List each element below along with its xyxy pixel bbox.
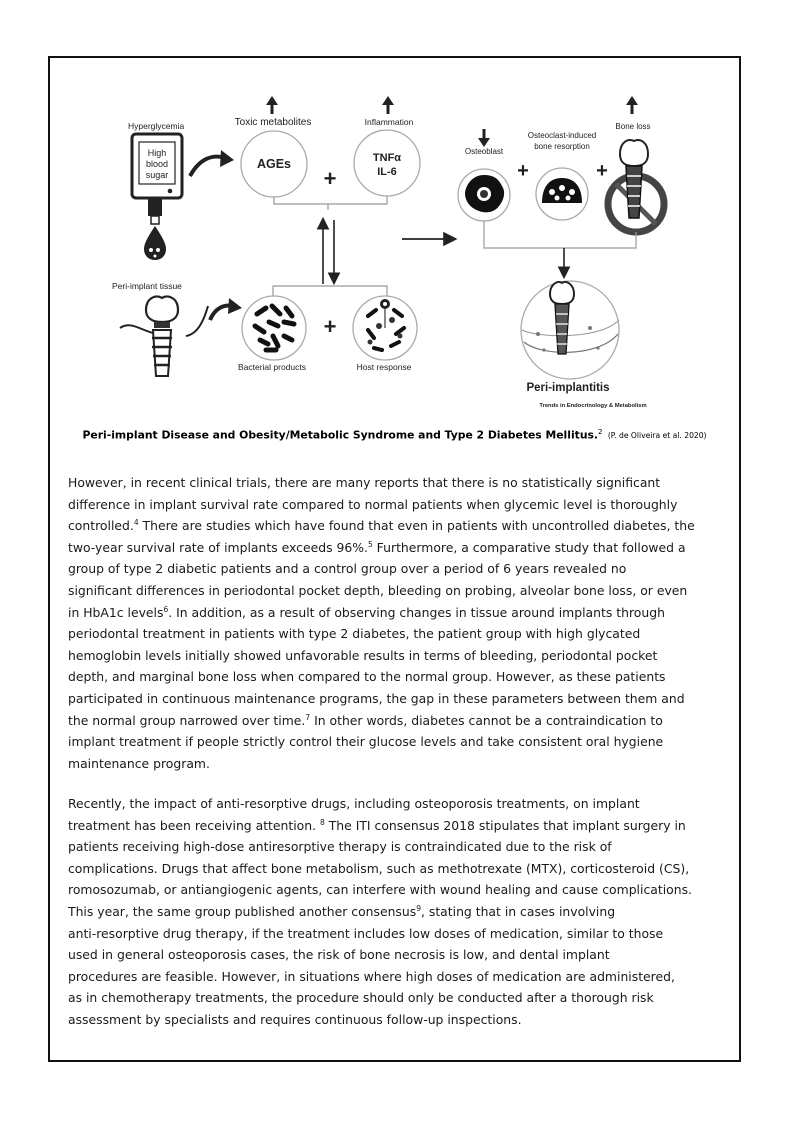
text-line: assessment by specialists and requires continuous follow-up inspections. [68,1011,522,1027]
figure-caption [52,428,737,441]
tnf-label: TNFα [372,152,402,164]
inflammation-label: Inflammation [364,117,414,127]
reference-number: 9 [416,903,421,913]
high-label: High [147,148,167,158]
text-line: used in general osteoporosis cases, the risk of bone necrosis is low, and dental implant [68,947,610,963]
pathway-figure [50,58,739,420]
tooth-crown-icon [620,140,648,166]
text-line: Recently, the impact of anti-resorptive drugs, including osteoporosis treatments, on implant [68,796,640,811]
text-line: patients receiving high-dose antiresorptive therapy is contraindicated due to the risk of [68,839,612,855]
text-line: However, in recent clinical trials, there are many reports that there is no statistically significant [68,475,661,490]
body-paragraph [68,472,727,774]
reference-number: 8 [320,817,325,827]
text-line: group of type 2 diabetic patients and a control group over a period of 6 years revealed no [68,561,627,577]
plus-sign: + [323,166,337,191]
osteoclast-label: Osteoclast-induced [527,131,597,140]
blood-label: blood [145,159,169,169]
reference-number: 6 [163,604,169,614]
bone-loss-label: Bone loss [615,122,651,131]
text-line: as in chemotherapy treatments, the procedure should only be conducted after a thorough risk [68,990,654,1006]
peri-implant-tissue-label: Peri-implant tissue [112,281,182,291]
text-line: two-year survival rate of implants exceeds 96%.$^5$ Furthermore, a comparative study that followed a [68,539,686,555]
host-response-label: Host response [356,362,412,372]
text-line: This year, the same group published another consensus$^9$, stating that in cases involving [68,903,616,919]
glucometer-icon [128,121,184,260]
text-line: procedures are feasible. However, in situations where high doses of medication are administered, [68,968,675,984]
implant-screw-icon [555,304,569,354]
plus-sign: + [323,314,337,339]
text-line: periodontal treatment in patients with type 2 diabetes, the patient group with high glycated [68,626,641,642]
implant-screw-icon [626,166,642,218]
text-line: complications. Drugs that affect bone metabolism, such as methotrexate (MTX), corticosteroid (CS), [68,860,690,876]
journal-label: Trends in Endocrinology & Metabolism [539,403,647,409]
text-line: the normal group narrowed over time.$^7$ In other words, diabetes cannot be a contraindication to [68,712,663,728]
peri-implantitis-label: Peri-implantitis [526,382,610,394]
text-line: controlled.$^4$ There are studies which have found that even in patients with uncontrolled diabetes, the [68,518,695,534]
text-line: anti-resorptive drug therapy, if the treatment includes low doses of medication, similar to those [68,925,664,941]
tooth-crown-icon [550,282,574,304]
hyperglycemia-label: Hyperglycemia [128,121,185,131]
plus-sign: + [596,160,608,182]
reference-number: 5 [367,539,373,549]
plus-sign: + [517,160,529,182]
bacterial-products-label: Bacterial products [237,362,307,372]
text-line: participated in continuous maintenance programs, the gap in these parameters between them and [68,690,685,706]
text-line: hemoglobin levels initially showed unfavorable results in terms of bleeding, periodontal pocket [68,647,658,663]
reference-number: 4 [133,518,139,528]
text-line: depth, and marginal bone loss when compared to the normal group. However, as these patients [68,669,666,685]
tooth-crown-icon [146,297,178,323]
text-line: implant treatment if people strictly control their glucose levels and take consistent oral hygiene [68,734,664,750]
reference-number: 7 [305,712,311,722]
osteoblast-label: Osteoblast [464,147,504,156]
toxic-metabolites-label: Toxic metabolites [234,117,312,128]
caption-citation: (P. de Oliveira et al. 2020) [607,431,707,441]
il6-label: IL-6 [377,166,397,178]
text-line: treatment has been receiving attention. $^8$ The ITI consensus 2018 stipulates that implant surgery in [68,817,686,833]
text-line: romosozumab, or antiangiogenic agents, can interfere with wound healing and cause complications. [68,882,692,898]
sugar-label: sugar [145,170,169,180]
text-line: in HbA1c levels$^6$. In addition, as a result of observing changes in tissue around implants through [68,604,665,620]
ages-label: AGEs [256,157,292,171]
text-line: maintenance program. [68,755,210,771]
caption-reference: 2 [598,428,603,436]
bone-resorption-label: bone resorption [534,142,590,151]
text-line: significant differences in periodontal pocket depth, bleeding on probing, alveolar bone loss, or even [68,582,688,598]
body-paragraph [68,793,727,1031]
text-line: difference in implant survival rate compared to normal patients when glycemic level is thoroughly [68,496,678,512]
caption-title: Peri-implant Disease and Obesity/Metabolic Syndrome and Type 2 Diabetes Mellitus. [82,428,599,442]
